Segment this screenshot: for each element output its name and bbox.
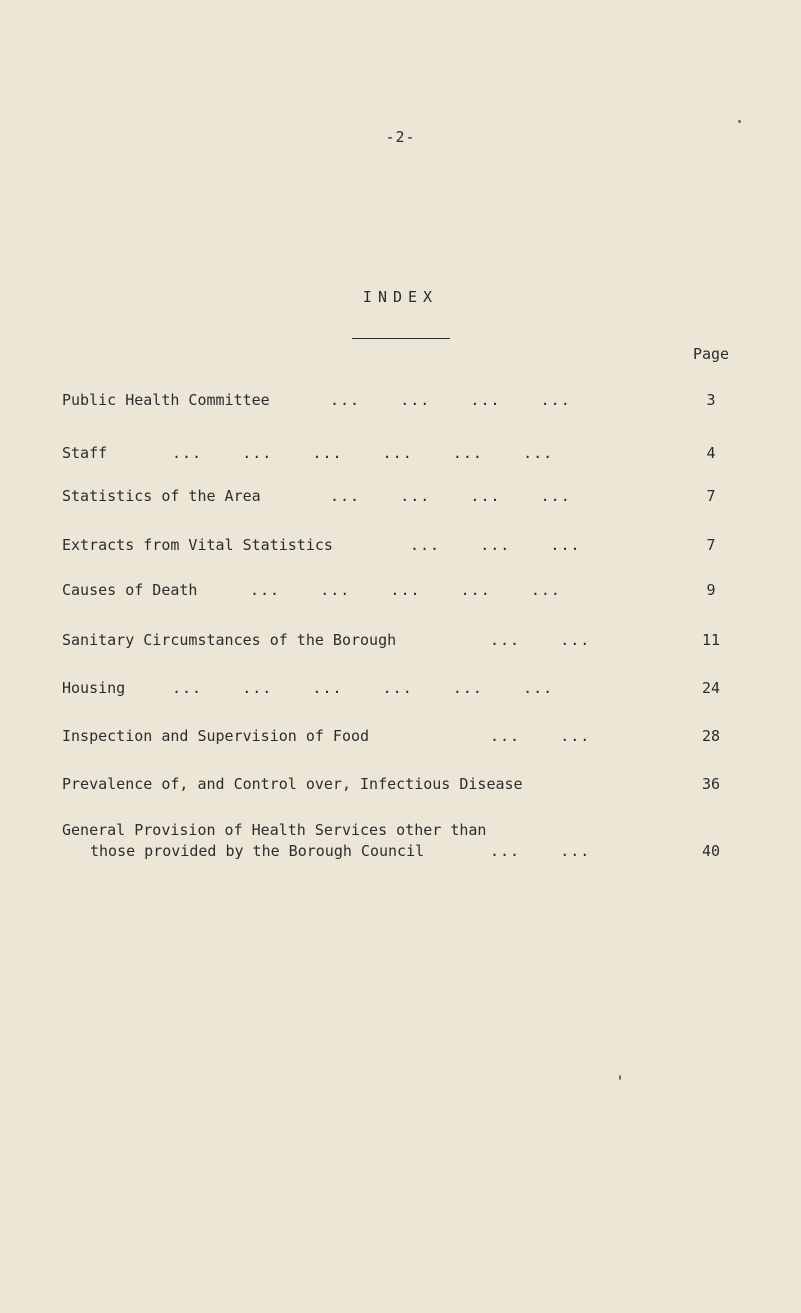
- entry-page: 3: [706, 391, 716, 409]
- page-number: -2-: [385, 128, 416, 146]
- entry-page: 36: [701, 775, 721, 793]
- entry-page: 11: [701, 631, 721, 649]
- index-heading: INDEX: [362, 288, 439, 306]
- entry-page: 24: [701, 679, 721, 697]
- heading-underline: [352, 338, 450, 339]
- leader-dots: ... ...: [490, 631, 591, 649]
- entry-title: Sanitary Circumstances of the Borough: [62, 631, 397, 649]
- entry-page: 7: [706, 487, 716, 505]
- entry-title: Extracts from Vital Statistics: [62, 536, 333, 554]
- entry-page: 4: [706, 444, 716, 462]
- leader-dots: ... ... ... ... ... ...: [172, 444, 554, 462]
- entry-page: 28: [701, 727, 721, 745]
- entry-title: Causes of Death: [62, 581, 198, 599]
- leader-dots: ... ... ... ... ...: [250, 581, 561, 599]
- leader-dots: ... ...: [490, 842, 591, 860]
- leader-dots: ... ... ... ... ... ...: [172, 679, 554, 697]
- entry-page: 7: [706, 536, 716, 554]
- entry-title: Housing: [62, 679, 126, 697]
- page-column-header: Page: [692, 345, 730, 363]
- leader-dots: ... ...: [490, 727, 591, 745]
- leader-dots: ... ... ...: [410, 536, 581, 554]
- leader-dots: ... ... ... ...: [330, 487, 571, 505]
- entry-page: 40: [701, 842, 721, 860]
- entry-page: 9: [706, 581, 716, 599]
- scan-speck: [619, 1075, 621, 1080]
- index-entry: [62, 820, 762, 925]
- entry-title: Inspection and Supervision of Food: [62, 727, 370, 745]
- entry-title-continued: those provided by the Borough Council: [90, 842, 425, 860]
- leader-dots: ... ... ... ...: [330, 391, 571, 409]
- entry-title: Staff: [62, 444, 108, 462]
- entry-title: Prevalence of, and Control over, Infectious Disease: [62, 775, 523, 793]
- scan-speck: [738, 120, 741, 123]
- entry-title: Statistics of the Area: [62, 487, 261, 505]
- entry-title: General Provision of Health Services other than: [62, 821, 487, 839]
- entry-title: Public Health Committee: [62, 391, 270, 409]
